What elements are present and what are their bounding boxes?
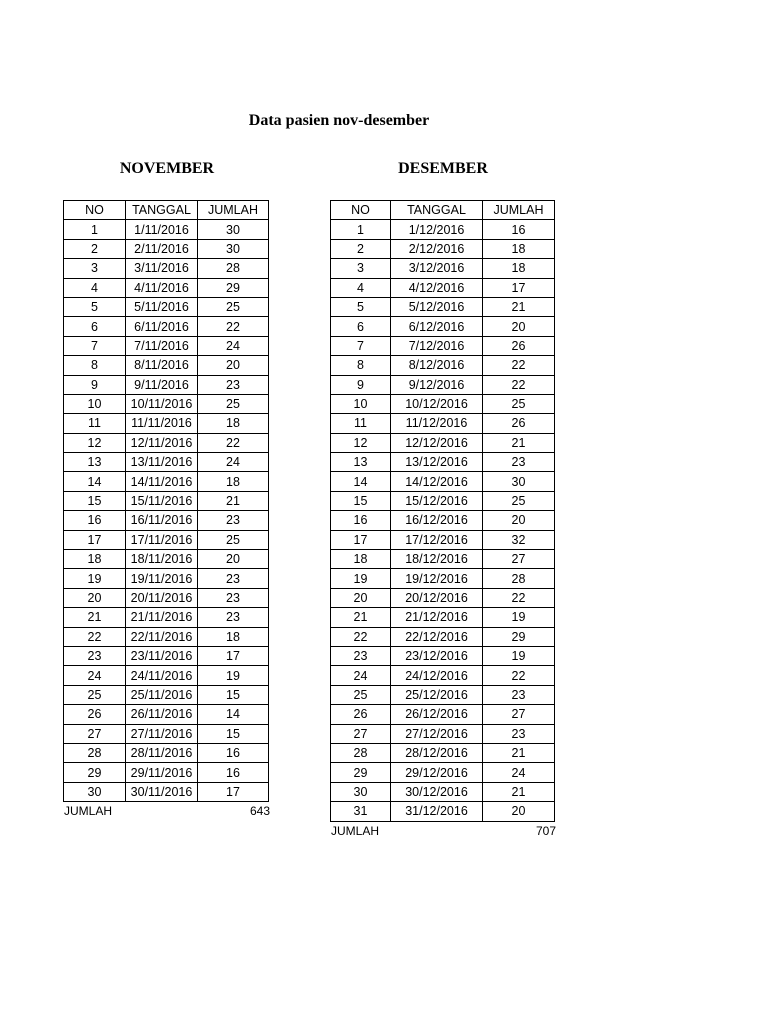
cell-no: 10 xyxy=(64,394,126,413)
column-header-no: NO xyxy=(331,201,391,220)
cell-tanggal: 8/12/2016 xyxy=(391,356,483,375)
cell-jumlah: 24 xyxy=(483,763,555,782)
cell-no: 17 xyxy=(64,530,126,549)
table-row xyxy=(331,646,555,665)
table-row xyxy=(331,453,555,472)
cell-jumlah: 23 xyxy=(198,375,269,394)
table-row xyxy=(64,414,269,433)
cell-tanggal: 14/11/2016 xyxy=(126,472,198,491)
table-row xyxy=(64,666,269,685)
cell-tanggal: 13/11/2016 xyxy=(126,453,198,472)
table-row xyxy=(331,569,555,588)
cell-tanggal: 11/11/2016 xyxy=(126,414,198,433)
cell-tanggal: 19/11/2016 xyxy=(126,569,198,588)
cell-jumlah: 19 xyxy=(483,646,555,665)
cell-jumlah: 22 xyxy=(198,433,269,452)
table-row xyxy=(331,375,555,394)
table-row xyxy=(331,627,555,646)
cell-no: 29 xyxy=(64,763,126,782)
cell-no: 30 xyxy=(331,782,391,801)
table-row xyxy=(64,646,269,665)
cell-no: 14 xyxy=(64,472,126,491)
cell-no: 24 xyxy=(331,666,391,685)
table-row xyxy=(64,627,269,646)
cell-no: 7 xyxy=(64,336,126,355)
cell-no: 17 xyxy=(331,530,391,549)
cell-jumlah: 23 xyxy=(483,453,555,472)
table-row xyxy=(331,394,555,413)
table-row xyxy=(64,782,269,801)
cell-tanggal: 26/11/2016 xyxy=(126,705,198,724)
table-row xyxy=(64,220,269,239)
cell-jumlah: 18 xyxy=(483,259,555,278)
cell-jumlah: 29 xyxy=(198,278,269,297)
table-row xyxy=(64,588,269,607)
cell-no: 6 xyxy=(64,317,126,336)
cell-jumlah: 21 xyxy=(483,743,555,762)
cell-no: 7 xyxy=(331,336,391,355)
cell-no: 27 xyxy=(64,724,126,743)
table-row xyxy=(331,336,555,355)
cell-tanggal: 1/12/2016 xyxy=(391,220,483,239)
cell-jumlah: 16 xyxy=(198,763,269,782)
table-row xyxy=(64,724,269,743)
cell-tanggal: 16/11/2016 xyxy=(126,511,198,530)
cell-jumlah: 20 xyxy=(483,511,555,530)
cell-tanggal: 15/12/2016 xyxy=(391,491,483,510)
cell-no: 27 xyxy=(331,724,391,743)
table-row xyxy=(64,530,269,549)
cell-tanggal: 18/11/2016 xyxy=(126,550,198,569)
table-row xyxy=(331,530,555,549)
cell-no: 11 xyxy=(331,414,391,433)
cell-no: 25 xyxy=(64,685,126,704)
cell-tanggal: 24/12/2016 xyxy=(391,666,483,685)
cell-jumlah: 25 xyxy=(483,394,555,413)
cell-no: 12 xyxy=(64,433,126,452)
cell-tanggal: 3/12/2016 xyxy=(391,259,483,278)
cell-no: 26 xyxy=(64,705,126,724)
table-row xyxy=(64,356,269,375)
cell-tanggal: 2/11/2016 xyxy=(126,239,198,258)
table-row xyxy=(331,743,555,762)
cell-jumlah: 15 xyxy=(198,724,269,743)
column-header-jumlah: JUMLAH xyxy=(483,201,555,220)
november-heading: NOVEMBER xyxy=(119,160,215,177)
table-row xyxy=(64,491,269,510)
cell-no: 3 xyxy=(64,259,126,278)
table-row xyxy=(331,433,555,452)
cell-jumlah: 24 xyxy=(198,336,269,355)
cell-no: 22 xyxy=(64,627,126,646)
cell-no: 13 xyxy=(331,453,391,472)
cell-tanggal: 9/12/2016 xyxy=(391,375,483,394)
cell-no: 5 xyxy=(64,297,126,316)
november-total-row xyxy=(64,804,270,818)
cell-no: 21 xyxy=(64,608,126,627)
table-row xyxy=(64,705,269,724)
cell-tanggal: 22/11/2016 xyxy=(126,627,198,646)
column-header-jumlah: JUMLAH xyxy=(198,201,269,220)
cell-no: 9 xyxy=(64,375,126,394)
cell-no: 20 xyxy=(64,588,126,607)
table-row xyxy=(64,433,269,452)
column-header-tanggal: TANGGAL xyxy=(126,201,198,220)
cell-jumlah: 18 xyxy=(483,239,555,258)
cell-no: 16 xyxy=(64,511,126,530)
cell-no: 21 xyxy=(331,608,391,627)
desember-heading: DESEMBER xyxy=(398,160,488,177)
cell-tanggal: 25/11/2016 xyxy=(126,685,198,704)
cell-tanggal: 21/12/2016 xyxy=(391,608,483,627)
cell-tanggal: 20/12/2016 xyxy=(391,588,483,607)
cell-tanggal: 21/11/2016 xyxy=(126,608,198,627)
table-row xyxy=(331,685,555,704)
cell-tanggal: 24/11/2016 xyxy=(126,666,198,685)
cell-jumlah: 23 xyxy=(198,511,269,530)
cell-tanggal: 29/12/2016 xyxy=(391,763,483,782)
cell-no: 23 xyxy=(331,646,391,665)
cell-tanggal: 7/11/2016 xyxy=(126,336,198,355)
cell-jumlah: 27 xyxy=(483,550,555,569)
table-row xyxy=(331,782,555,801)
table-row xyxy=(331,278,555,297)
cell-jumlah: 21 xyxy=(483,297,555,316)
cell-jumlah: 28 xyxy=(198,259,269,278)
cell-tanggal: 22/12/2016 xyxy=(391,627,483,646)
cell-jumlah: 22 xyxy=(483,375,555,394)
cell-jumlah: 17 xyxy=(198,646,269,665)
cell-no: 10 xyxy=(331,394,391,413)
cell-no: 20 xyxy=(331,588,391,607)
cell-jumlah: 25 xyxy=(483,491,555,510)
cell-jumlah: 30 xyxy=(198,239,269,258)
table-row xyxy=(331,414,555,433)
cell-jumlah: 21 xyxy=(483,433,555,452)
cell-tanggal: 17/11/2016 xyxy=(126,530,198,549)
cell-no: 15 xyxy=(64,491,126,510)
cell-jumlah: 28 xyxy=(483,569,555,588)
cell-jumlah: 16 xyxy=(483,220,555,239)
cell-tanggal: 9/11/2016 xyxy=(126,375,198,394)
table-row xyxy=(331,666,555,685)
cell-jumlah: 20 xyxy=(198,550,269,569)
cell-tanggal: 12/11/2016 xyxy=(126,433,198,452)
cell-no: 3 xyxy=(331,259,391,278)
table-row xyxy=(331,297,555,316)
table-row xyxy=(331,724,555,743)
cell-tanggal: 29/11/2016 xyxy=(126,763,198,782)
cell-tanggal: 6/12/2016 xyxy=(391,317,483,336)
table-row xyxy=(64,453,269,472)
cell-no: 30 xyxy=(64,782,126,801)
cell-tanggal: 28/11/2016 xyxy=(126,743,198,762)
cell-tanggal: 11/12/2016 xyxy=(391,414,483,433)
cell-jumlah: 16 xyxy=(198,743,269,762)
desember-table xyxy=(330,200,555,822)
desember-total-value: 707 xyxy=(535,824,556,838)
cell-tanggal: 10/12/2016 xyxy=(391,394,483,413)
cell-tanggal: 12/12/2016 xyxy=(391,433,483,452)
cell-jumlah: 15 xyxy=(198,685,269,704)
cell-tanggal: 23/11/2016 xyxy=(126,646,198,665)
cell-jumlah: 24 xyxy=(198,453,269,472)
cell-no: 2 xyxy=(64,239,126,258)
cell-tanggal: 7/12/2016 xyxy=(391,336,483,355)
cell-jumlah: 32 xyxy=(483,530,555,549)
table-row xyxy=(331,550,555,569)
cell-no: 13 xyxy=(64,453,126,472)
cell-no: 15 xyxy=(331,491,391,510)
table-row xyxy=(64,336,269,355)
cell-tanggal: 30/11/2016 xyxy=(126,782,198,801)
cell-jumlah: 17 xyxy=(198,782,269,801)
table-row xyxy=(331,763,555,782)
cell-tanggal: 10/11/2016 xyxy=(126,394,198,413)
column-header-no: NO xyxy=(64,201,126,220)
cell-tanggal: 19/12/2016 xyxy=(391,569,483,588)
cell-jumlah: 18 xyxy=(198,414,269,433)
cell-tanggal: 15/11/2016 xyxy=(126,491,198,510)
cell-tanggal: 27/11/2016 xyxy=(126,724,198,743)
table-row xyxy=(64,763,269,782)
column-header-tanggal: TANGGAL xyxy=(391,201,483,220)
table-row xyxy=(64,511,269,530)
cell-tanggal: 14/12/2016 xyxy=(391,472,483,491)
cell-tanggal: 18/12/2016 xyxy=(391,550,483,569)
table-row xyxy=(331,472,555,491)
cell-jumlah: 22 xyxy=(198,317,269,336)
cell-jumlah: 20 xyxy=(198,356,269,375)
cell-no: 19 xyxy=(331,569,391,588)
cell-jumlah: 30 xyxy=(198,220,269,239)
cell-tanggal: 17/12/2016 xyxy=(391,530,483,549)
cell-jumlah: 27 xyxy=(483,705,555,724)
cell-no: 18 xyxy=(331,550,391,569)
table-row xyxy=(331,491,555,510)
cell-no: 28 xyxy=(331,743,391,762)
table-header-row xyxy=(64,201,269,220)
cell-tanggal: 4/12/2016 xyxy=(391,278,483,297)
cell-tanggal: 31/12/2016 xyxy=(391,802,483,821)
cell-tanggal: 5/11/2016 xyxy=(126,297,198,316)
table-row xyxy=(64,259,269,278)
table-row xyxy=(331,220,555,239)
table-row xyxy=(64,278,269,297)
cell-no: 11 xyxy=(64,414,126,433)
table-row xyxy=(331,356,555,375)
cell-no: 19 xyxy=(64,569,126,588)
cell-tanggal: 5/12/2016 xyxy=(391,297,483,316)
cell-tanggal: 16/12/2016 xyxy=(391,511,483,530)
cell-no: 8 xyxy=(331,356,391,375)
cell-jumlah: 29 xyxy=(483,627,555,646)
table-row xyxy=(64,375,269,394)
table-row xyxy=(64,472,269,491)
cell-tanggal: 4/11/2016 xyxy=(126,278,198,297)
cell-no: 4 xyxy=(64,278,126,297)
cell-jumlah: 23 xyxy=(483,685,555,704)
table-row xyxy=(331,259,555,278)
table-row xyxy=(64,608,269,627)
cell-no: 1 xyxy=(64,220,126,239)
cell-jumlah: 25 xyxy=(198,394,269,413)
cell-jumlah: 18 xyxy=(198,472,269,491)
table-header-row xyxy=(331,201,555,220)
cell-jumlah: 20 xyxy=(483,317,555,336)
cell-no: 31 xyxy=(331,802,391,821)
table-row xyxy=(331,802,555,821)
cell-no: 14 xyxy=(331,472,391,491)
cell-jumlah: 23 xyxy=(198,588,269,607)
cell-tanggal: 13/12/2016 xyxy=(391,453,483,472)
cell-tanggal: 20/11/2016 xyxy=(126,588,198,607)
cell-tanggal: 28/12/2016 xyxy=(391,743,483,762)
table-row xyxy=(64,569,269,588)
november-total-label: JUMLAH xyxy=(64,804,113,818)
cell-jumlah: 23 xyxy=(483,724,555,743)
cell-no: 29 xyxy=(331,763,391,782)
cell-no: 8 xyxy=(64,356,126,375)
cell-jumlah: 19 xyxy=(483,608,555,627)
cell-no: 23 xyxy=(64,646,126,665)
cell-jumlah: 22 xyxy=(483,588,555,607)
table-row xyxy=(64,317,269,336)
cell-tanggal: 3/11/2016 xyxy=(126,259,198,278)
cell-no: 9 xyxy=(331,375,391,394)
cell-jumlah: 26 xyxy=(483,414,555,433)
table-row xyxy=(331,705,555,724)
november-total-value: 643 xyxy=(249,804,270,818)
cell-no: 4 xyxy=(331,278,391,297)
cell-jumlah: 21 xyxy=(483,782,555,801)
cell-no: 16 xyxy=(331,511,391,530)
cell-jumlah: 30 xyxy=(483,472,555,491)
cell-tanggal: 27/12/2016 xyxy=(391,724,483,743)
cell-jumlah: 25 xyxy=(198,297,269,316)
cell-no: 24 xyxy=(64,666,126,685)
cell-jumlah: 14 xyxy=(198,705,269,724)
cell-no: 5 xyxy=(331,297,391,316)
cell-tanggal: 26/12/2016 xyxy=(391,705,483,724)
cell-tanggal: 25/12/2016 xyxy=(391,685,483,704)
cell-jumlah: 23 xyxy=(198,569,269,588)
cell-tanggal: 1/11/2016 xyxy=(126,220,198,239)
cell-no: 2 xyxy=(331,239,391,258)
november-table xyxy=(63,200,269,802)
cell-jumlah: 25 xyxy=(198,530,269,549)
cell-jumlah: 17 xyxy=(483,278,555,297)
table-row xyxy=(331,239,555,258)
table-row xyxy=(331,588,555,607)
cell-tanggal: 6/11/2016 xyxy=(126,317,198,336)
cell-no: 26 xyxy=(331,705,391,724)
table-row xyxy=(331,317,555,336)
table-row xyxy=(64,743,269,762)
page-title: Data pasien nov-desember xyxy=(248,112,430,129)
cell-no: 18 xyxy=(64,550,126,569)
cell-tanggal: 23/12/2016 xyxy=(391,646,483,665)
cell-no: 25 xyxy=(331,685,391,704)
cell-no: 22 xyxy=(331,627,391,646)
cell-tanggal: 2/12/2016 xyxy=(391,239,483,258)
cell-tanggal: 8/11/2016 xyxy=(126,356,198,375)
table-row xyxy=(64,550,269,569)
cell-jumlah: 18 xyxy=(198,627,269,646)
table-row xyxy=(64,297,269,316)
cell-tanggal: 30/12/2016 xyxy=(391,782,483,801)
cell-jumlah: 19 xyxy=(198,666,269,685)
cell-jumlah: 22 xyxy=(483,666,555,685)
cell-jumlah: 26 xyxy=(483,336,555,355)
cell-jumlah: 20 xyxy=(483,802,555,821)
desember-total-row xyxy=(331,824,556,838)
table-row xyxy=(64,394,269,413)
cell-no: 1 xyxy=(331,220,391,239)
cell-no: 28 xyxy=(64,743,126,762)
cell-jumlah: 23 xyxy=(198,608,269,627)
desember-total-label: JUMLAH xyxy=(331,824,380,838)
cell-no: 6 xyxy=(331,317,391,336)
table-row xyxy=(64,685,269,704)
table-row xyxy=(331,511,555,530)
table-row xyxy=(331,608,555,627)
cell-jumlah: 21 xyxy=(198,491,269,510)
cell-no: 12 xyxy=(331,433,391,452)
table-row xyxy=(64,239,269,258)
cell-jumlah: 22 xyxy=(483,356,555,375)
